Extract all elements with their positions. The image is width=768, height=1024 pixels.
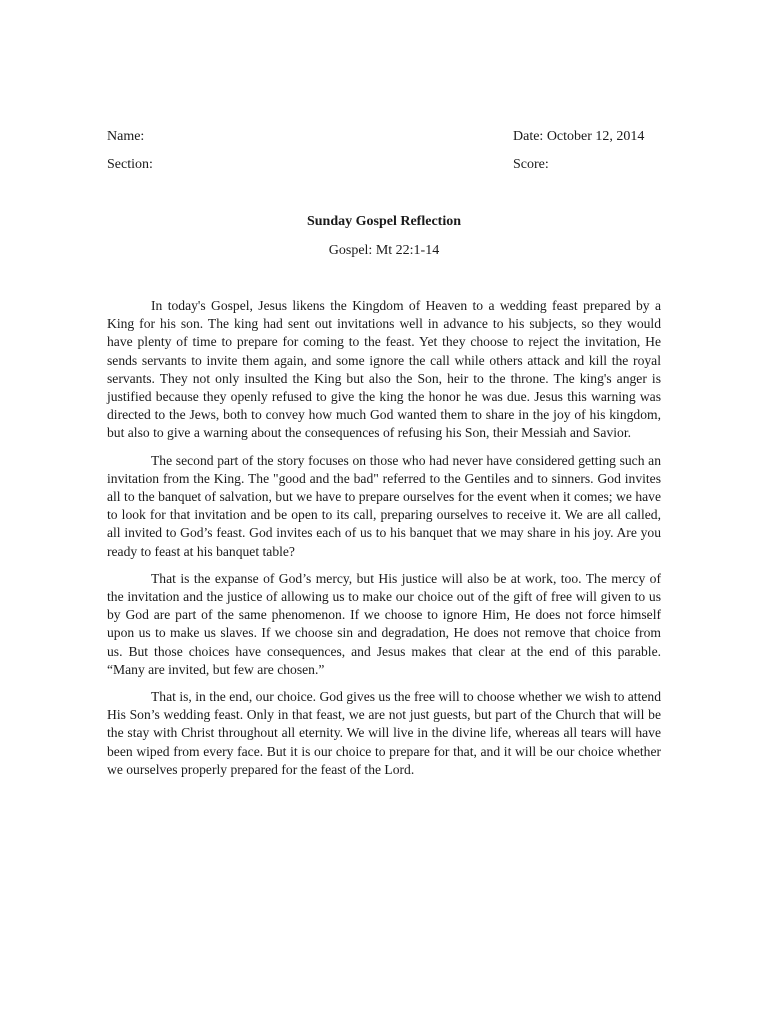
paragraph-4: That is, in the end, our choice. God gives us the free will to choose whether we wish to attend His Son’s wedding feast. Only in that feast, we are not just guests, but part of the Church that will be the stay with Christ throughout all eternity. We will live in the divine life, whereas all tears will have been wiped from every face. But it is our choice to prepare for that, and it will be our choice whether we ourselves properly prepared for the feast of the Lord.	[107, 689, 661, 777]
paragraph-2: The second part of the story focuses on those who had never have considered getting such an invitation from the King. The "good and the bad" referred to the Gentiles and to sinners. God invites all to the banquet of salvation, but we have to prepare ourselves for the event when it comes; we have to look for that invitation and be open to its call, preparing ourselves to receive it. We are all called, all invited to God’s feast. God invites each of us to his banquet that we may share in his joy. Are you ready to feast at his banquet table?	[107, 452, 661, 559]
score-label: Score:	[513, 157, 549, 172]
date-label: Date: October 12, 2014	[513, 129, 645, 144]
name-label: Name:	[107, 129, 145, 144]
paragraph-3: That is the expanse of God’s mercy, but His justice will also be at work, too. The mercy of the invitation and the justice of allowing us to make our choice out of the gift of free will given to us by God are part of the same phenomenon. If we choose to ignore Him, He does not force himself upon us to make us slaves. If we choose sin and degradation, He does not remove that choice from us. But those choices have consequences, and Jesus makes that clear at the end of this parable. “Many are invited, but few are chosen.”	[107, 570, 661, 677]
paragraph-1: In today's Gospel, Jesus likens the Kingdom of Heaven to a wedding feast prepared by a King for his son. The king had sent out invitations well in advance to his subjects, so they would have plenty of time to prepare for coming to the feast. Yet they choose to reject the invitation, He sends servants to invite them again, and some ignore the call while others attack and kill the royal servants. They not only insulted the King but also the Son, heir to the throne. The king's anger is justified because they openly refused to give the king the honor he was due. Jesus this warning was directed to the Jews, both to convey how much God wanted them to share in the joy of his kingdom, but also to give a warning about the consequences of refusing his Son, their Messiah and Savior.	[107, 298, 661, 441]
reflection-body	[107, 297, 661, 788]
section-label: Section:	[107, 157, 153, 172]
document-title: Sunday Gospel Reflection	[306, 214, 461, 229]
gospel-reference: Gospel: Mt 22:1-14	[328, 243, 440, 258]
